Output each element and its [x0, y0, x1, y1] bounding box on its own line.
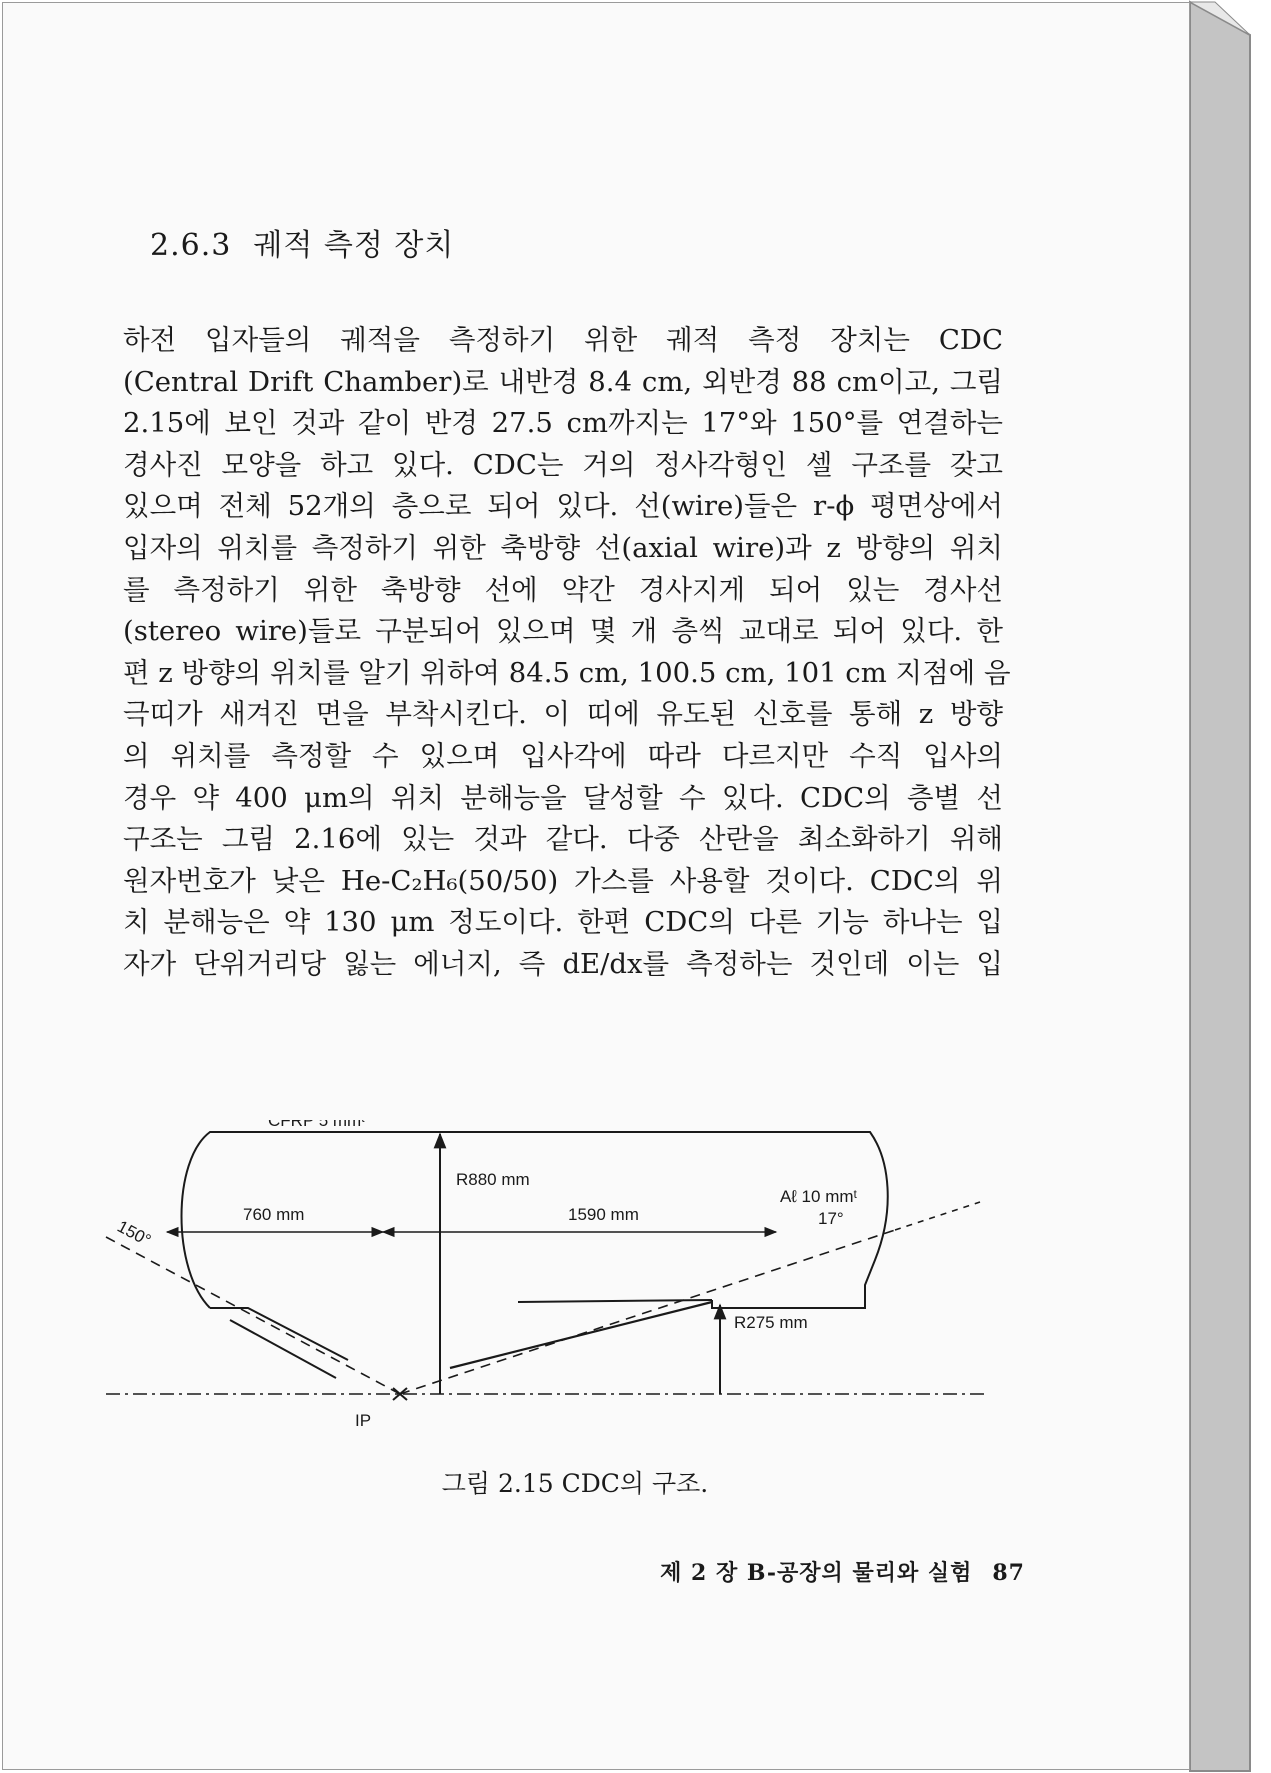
- label-760: 760 mm: [243, 1205, 305, 1224]
- paragraph-line: 원자번호가 낮은 He-C₂H₆(50/50) 가스를 사용할 것이다. CDC의 위: [123, 864, 1003, 897]
- label-1590: 1590 mm: [568, 1205, 639, 1224]
- figure-caption: 그림 2.15 CDC의 구조.: [441, 1469, 709, 1498]
- label-ip: IP: [355, 1411, 372, 1430]
- paragraph-line: 극띠가 새겨진 면을 부착시킨다. 이 띠에 유도된 신호를 통해 z 방향: [123, 698, 1003, 731]
- label-r880: R880 mm: [456, 1170, 530, 1189]
- paragraph-line: 2.15에 보인 것과 같이 반경 27.5 cm까지는 17°와 150°를 연결하는: [123, 407, 1003, 440]
- paragraph-line: 하전 입자들의 궤적을 측정하기 위한 궤적 측정 장치는 CDC: [123, 324, 1003, 356]
- cone-wall-left: [230, 1320, 336, 1378]
- cone-wall-right: [450, 1302, 712, 1368]
- paragraph-line: 치 분해능은 약 130 μm 정도이다. 한편 CDC의 다른 기능 하나는 입: [123, 906, 1003, 939]
- paragraph-line: 편 z 방향의 위치를 알기 위하여 84.5 cm, 100.5 cm, 101 cm 지점에 음: [123, 656, 1011, 689]
- cdc-diagram: [100, 1120, 1020, 1460]
- angle-150-line: [106, 1237, 400, 1394]
- paragraph-line: 구조는 그림 2.16에 있는 것과 같다. 다중 산란을 최소화하기 위해: [123, 823, 1003, 856]
- paragraph-line: 경우 약 400 μm의 위치 분해능을 달성할 수 있다. CDC의 층별 선: [123, 781, 1003, 814]
- paragraph-line: 입자의 위치를 측정하기 위한 축방향 선(axial wire)과 z 방향의 위치: [123, 531, 1003, 564]
- paragraph-line: 를 측정하기 위한 축방향 선에 약간 경사지게 되어 있는 경사선: [123, 573, 1003, 606]
- section-number: 2.6.3: [150, 228, 232, 263]
- angle-17-ext: [895, 1202, 980, 1230]
- label-150deg: 150°: [114, 1216, 155, 1251]
- label-17deg: 17°: [818, 1209, 844, 1228]
- section-title-text: 궤적 측정 장치: [253, 228, 455, 263]
- running-footer: [660, 1556, 1025, 1587]
- paragraph-line: 의 위치를 측정할 수 있으며 입사각에 따라 다르지만 수직 입사의: [123, 739, 1003, 772]
- label-r275: R275 mm: [734, 1313, 808, 1332]
- paragraph-line: 경사진 모양을 하고 있다. CDC는 거의 정사각형인 셀 구조를 갖고: [123, 448, 1003, 481]
- body-paragraph: [123, 320, 1011, 986]
- label-al: Aℓ 10 mmᵗ: [780, 1187, 858, 1206]
- chapter-title: 제 2 장 B-공장의 물리와 실험: [660, 1560, 973, 1586]
- angle-17-line: [400, 1230, 895, 1394]
- paragraph-line: 있으며 전체 52개의 층으로 되어 있다. 선(wire)들은 r-ϕ 평면상에서: [123, 490, 1003, 523]
- inner-wall-left: [210, 1308, 348, 1360]
- paragraph-line: (Central Drift Chamber)로 내반경 8.4 cm, 외반경 88 cm이고, 그림: [123, 365, 1003, 398]
- label-cfrp: CFRP 5 mmᵗ: [268, 1120, 365, 1130]
- paragraph-line: 자가 단위거리당 잃는 에너지, 즉 dE/dx를 측정하는 것인데 이는 입: [123, 947, 1003, 980]
- section-heading: [150, 220, 454, 264]
- page-number: 87: [992, 1560, 1025, 1586]
- paragraph-line: (stereo wire)들로 구분되어 있으며 몇 개 층씩 교대로 되어 있다. 한: [123, 615, 1003, 648]
